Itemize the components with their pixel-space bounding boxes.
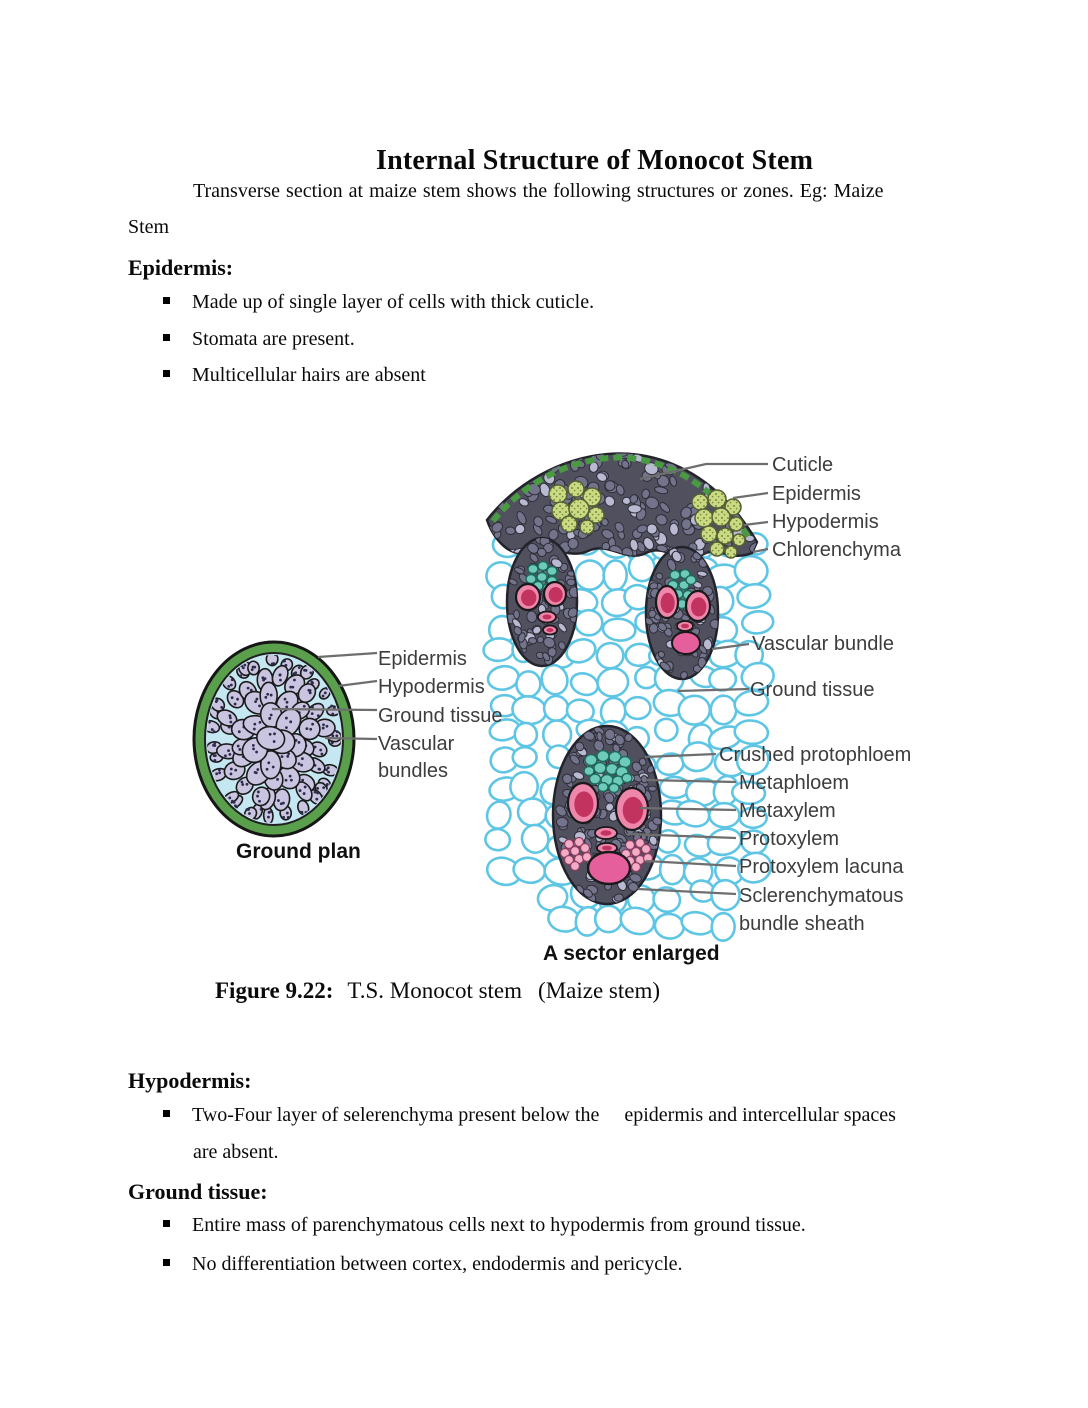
bullet-text: No differentiation between cortex, endodermis and pericycle. [192,1253,683,1275]
sector-label-crushed-protophloem: Crushed protophloem [719,744,912,766]
heading-hypodermis: Hypodermis: [128,1068,252,1093]
sector-label-metaphloem: Metaphloem [739,772,850,794]
plan-label-hypodermis: Hypodermis [378,676,485,698]
bullet-text: Entire mass of parenchymatous cells next to hypodermis from ground tissue. [192,1214,806,1236]
bullet-marker [163,297,170,304]
sector-label-protoxylem-lacuna: Protoxylem lacuna [739,856,904,878]
sector-label-epidermis: Epidermis [772,483,861,505]
ground-plan-caption: Ground plan [236,840,361,863]
bullet-marker [163,1220,170,1227]
bullet-text: Stomata are present. [192,328,355,350]
bullet-marker [163,1259,170,1266]
sector-label-hypodermis: Hypodermis [772,511,879,533]
figure-caption-title: T.S. Monocot stem [347,978,523,1003]
bullet-item [163,1214,806,1237]
bullet-text: Multicellular hairs are absent [192,364,426,386]
sector-label-metaxylem: Metaxylem [739,800,836,822]
sector-label-vascular-bundle: Vascular bundle [752,633,894,655]
sector-label-ground-tissue: Ground tissue [750,679,875,701]
bullet-text-continuation: are absent. [193,1141,279,1163]
bullet-marker [163,334,170,341]
bullet-item [163,1104,896,1127]
sector-label-cuticle: Cuticle [772,454,834,476]
plan-label-ground-tissue: Ground tissue [378,705,503,727]
heading-epidermis: Epidermis: [128,255,234,280]
figure-caption-subtitle: (Maize stem) [538,978,661,1003]
figure-caption-number: Figure 9.22: [215,978,334,1003]
sector-label-protoxylem: Protoxylem [739,828,840,850]
bullet-text: Two-Four layer of selerenchyma present below the epidermis and intercellular spaces [192,1104,896,1126]
sector-label-sclerenchymatous-bundle-sheath: Sclerenchymatous bundle sheath [739,885,904,935]
bullet-text: Made up of single layer of cells with thick cuticle. [192,291,595,313]
page-title: Internal Structure of Monocot Stem [376,144,814,176]
bullet-marker [163,370,170,377]
bullet-marker [163,1110,170,1117]
sector-label-chlorenchyma: Chlorenchyma [772,539,901,561]
bullet-item [163,1253,683,1276]
figure-caption [215,978,660,1004]
intro-line-1: Transverse section at maize stem shows the following structures or zones. Eg: Maize [193,180,884,202]
plan-label-epidermis: Epidermis [378,648,467,670]
sector-caption: A sector enlarged [543,942,720,965]
bullet-item [163,291,594,314]
intro-line-2: Stem [128,216,170,238]
bullet-item [163,364,426,387]
heading-ground-tissue: Ground tissue: [128,1179,268,1204]
plan-label-vascular-bundles: Vascular bundles [378,733,455,782]
bullet-item [163,328,355,351]
